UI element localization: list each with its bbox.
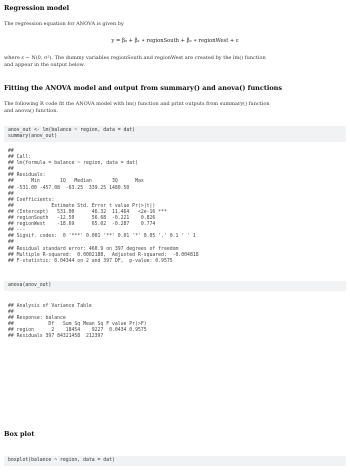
- output-line: ## Coefficients:: [8, 197, 55, 203]
- code-block-lm: [4, 126, 346, 142]
- section-fitting: [4, 84, 346, 92]
- regression-intro: [4, 21, 346, 28]
- code-block-anova: [4, 281, 346, 291]
- fitting-description: [4, 101, 346, 114]
- code-line: anov_out <- lm(balance ~ region, data = dat): [8, 128, 136, 133]
- output-line: ## Multiple R-squared: 0.0002188, Adjusted R-squared: -0.004818: [8, 252, 199, 258]
- console-output: [4, 304, 346, 341]
- equation-block: [4, 38, 346, 45]
- output-line: ## Analysis of Variance Table: [8, 304, 92, 309]
- output-line: ## -531.00 -457.08 -63.25 339.25 1480.50: [8, 185, 130, 191]
- output-line: ##: [8, 310, 14, 316]
- output-block-summary: [4, 149, 346, 265]
- output-line: ## regionSouth -12.50 56.68 -0.221 0.826: [8, 216, 156, 222]
- output-line: ##: [8, 240, 14, 246]
- output-line: ##: [8, 167, 14, 173]
- equation-note: [4, 55, 346, 68]
- intro-text: The regression equation for ANOVA is given by: [4, 21, 124, 27]
- output-line: ## Response: balance: [8, 316, 66, 322]
- section-box-plot: [4, 430, 346, 438]
- regression-equation: y = β₀ + β₁ ∗ regionSouth + β₂ ∗ regionWest + ε: [111, 38, 239, 44]
- code-line: anova(anov_out): [8, 283, 52, 288]
- console-output: [4, 149, 346, 265]
- output-line: ##: [8, 149, 14, 154]
- section-regression-model: [4, 4, 346, 12]
- output-line: ## Residuals:: [8, 173, 46, 179]
- output-line: ## Signif. codes: 0 '***' 0.001 '**' 0.01 '*' 0.05 '.' 0.1 ' ' 1: [8, 234, 196, 240]
- desc-line-2: and anova() function.: [4, 107, 59, 114]
- output-line: ## (Intercept) 531.00 46.32 11.464 <2e-16 ***: [8, 209, 167, 215]
- output-line: ## F-statistic: 0.04344 on 2 and 397 DF, p-value: 0.9575: [8, 258, 173, 264]
- output-line: ## Min 1Q Median 3Q Max: [8, 179, 144, 185]
- section-title: Regression model: [4, 4, 70, 12]
- output-block-anova: [4, 304, 346, 341]
- code-block-boxplot: [4, 456, 346, 466]
- output-line: ## ---: [8, 228, 26, 234]
- output-line: ##: [8, 191, 14, 197]
- code-line: boxplot(balance ~ region, data = dat): [8, 458, 115, 463]
- code-chunk: [4, 456, 346, 466]
- section-title: Fitting the ANOVA model and output from summary() and anova() functions: [4, 84, 283, 92]
- note-line-1: where ε ∼ N(0, σ²). The dummy variables regionSouth and regionWest are created by the lm() function: [4, 55, 266, 61]
- code-chunk: [4, 281, 346, 291]
- output-line: ## Residuals 397 84321458 212397: [8, 334, 104, 340]
- output-line: ## Df Sum Sq Mean Sq F value Pr(>F): [8, 322, 147, 328]
- desc-line-1: The following R code fit the ANOVA model with lm() function and print outputs from summary() function: [4, 101, 270, 107]
- code-line: summary(anov_out): [8, 134, 58, 140]
- code-chunk: [4, 126, 346, 142]
- output-line: ## Residual standard error: 460.9 on 397 degrees of freedom: [8, 246, 179, 252]
- note-line-2: and appear in the output below.: [4, 61, 85, 68]
- output-line: ## region 2 18454 9227 0.0434 0.9575: [8, 328, 147, 334]
- output-line: ## Estimate Std. Error t value Pr(>|t|): [8, 203, 156, 209]
- section-title: Box plot: [4, 430, 35, 438]
- output-line: ## regionWest -18.69 65.02 -0.287 0.774: [8, 222, 156, 228]
- output-line: ## lm(formula = balance ~ region, data = dat): [8, 161, 138, 167]
- output-line: ## Call:: [8, 155, 32, 161]
